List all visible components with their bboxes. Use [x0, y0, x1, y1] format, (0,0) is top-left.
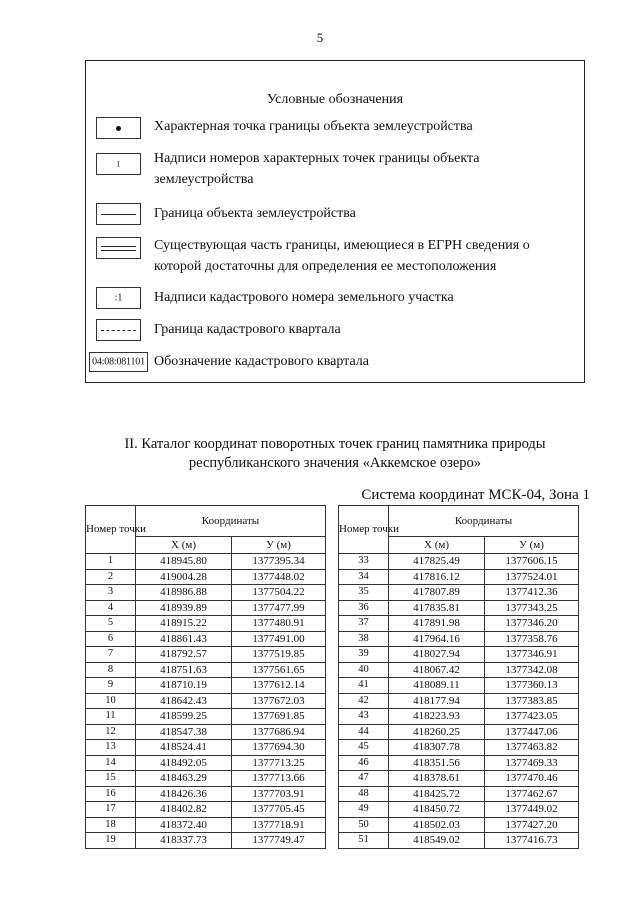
- x-coordinate-cell: 418372.40: [136, 817, 232, 833]
- table-row: [339, 554, 579, 570]
- header-point-number: Номер точки: [339, 506, 389, 554]
- y-coordinate-cell: 1377612.14: [232, 678, 326, 694]
- x-coordinate-cell: 418351.56: [389, 755, 485, 771]
- x-coordinate-cell: 418223.93: [389, 709, 485, 725]
- table-row: [339, 585, 579, 601]
- table-row: [86, 647, 326, 663]
- x-coordinate-cell: 417891.98: [389, 616, 485, 632]
- header-point-number: Номер точки: [86, 506, 136, 554]
- table-row: [339, 724, 579, 740]
- point-number-cell: 3: [86, 585, 136, 601]
- table-row: [339, 662, 579, 678]
- table-row: [339, 740, 579, 756]
- legend-text: Граница кадастрового квартала: [154, 322, 341, 337]
- dashed-line-icon: [96, 319, 141, 341]
- table-row: [339, 647, 579, 663]
- y-coordinate-cell: 1377412.36: [485, 585, 579, 601]
- y-coordinate-cell: 1377705.45: [232, 802, 326, 818]
- table-row: [339, 569, 579, 585]
- point-number-cell: 8: [86, 662, 136, 678]
- point-number-cell: 33: [339, 554, 389, 570]
- coordinates-table-left: [85, 505, 326, 849]
- table-row: [339, 755, 579, 771]
- x-coordinate-cell: 418492.05: [136, 755, 232, 771]
- y-coordinate-cell: 1377343.25: [485, 600, 579, 616]
- x-coordinate-cell: 418524.41: [136, 740, 232, 756]
- quarter-label-symbol-icon: 04:08:081101: [89, 352, 148, 372]
- y-coordinate-cell: 1377423.05: [485, 709, 579, 725]
- legend-text: Характерная точка границы объекта землеустройства: [154, 119, 473, 134]
- point-number-cell: 46: [339, 755, 389, 771]
- y-coordinate-cell: 1377703.91: [232, 786, 326, 802]
- point-number-cell: 18: [86, 817, 136, 833]
- legend-text: Существующая часть границы, имеющиеся в ЕГРН сведения о которой достаточны для определения ее местоположения: [154, 238, 530, 274]
- y-coordinate-cell: 1377416.73: [485, 833, 579, 849]
- point-number-cell: 34: [339, 569, 389, 585]
- point-number-cell: 5: [86, 616, 136, 632]
- table-row: [86, 833, 326, 849]
- x-coordinate-cell: 418792.57: [136, 647, 232, 663]
- point-number-cell: 2: [86, 569, 136, 585]
- table-row: [339, 678, 579, 694]
- table-row: [339, 771, 579, 787]
- table-row: [86, 600, 326, 616]
- point-number-cell: 14: [86, 755, 136, 771]
- double-line-icon: [96, 237, 141, 259]
- page-number: 5: [316, 30, 324, 45]
- point-symbol-icon: [96, 117, 141, 139]
- y-coordinate-cell: 1377480.91: [232, 616, 326, 632]
- x-coordinate-cell: 417835.81: [389, 600, 485, 616]
- x-coordinate-cell: 418089.11: [389, 678, 485, 694]
- header-x: X (м): [389, 537, 485, 554]
- x-coordinate-cell: 418463.29: [136, 771, 232, 787]
- x-coordinate-cell: 418307.78: [389, 740, 485, 756]
- x-coordinate-cell: 418260.25: [389, 724, 485, 740]
- y-coordinate-cell: 1377448.02: [232, 569, 326, 585]
- y-coordinate-cell: 1377491.00: [232, 631, 326, 647]
- x-coordinate-cell: 418939.89: [136, 600, 232, 616]
- y-coordinate-cell: 1377342.08: [485, 662, 579, 678]
- point-number-cell: 1: [86, 554, 136, 570]
- table-row: [86, 662, 326, 678]
- point-number-cell: 38: [339, 631, 389, 647]
- y-coordinate-cell: 1377561.65: [232, 662, 326, 678]
- point-number-cell: 40: [339, 662, 389, 678]
- y-coordinate-cell: 1377463.82: [485, 740, 579, 756]
- x-coordinate-cell: 418986.88: [136, 585, 232, 601]
- cadastral-number-symbol-icon: :1: [96, 287, 141, 309]
- x-coordinate-cell: 418337.73: [136, 833, 232, 849]
- y-coordinate-cell: 1377469.33: [485, 755, 579, 771]
- x-coordinate-cell: 418426.36: [136, 786, 232, 802]
- table-row: [86, 740, 326, 756]
- y-coordinate-cell: 1377477.99: [232, 600, 326, 616]
- y-coordinate-cell: 1377504.22: [232, 585, 326, 601]
- point-number-cell: 39: [339, 647, 389, 663]
- y-coordinate-cell: 1377519.85: [232, 647, 326, 663]
- table-row: [339, 631, 579, 647]
- point-number-cell: 9: [86, 678, 136, 694]
- x-coordinate-cell: 418710.19: [136, 678, 232, 694]
- point-number-cell: 48: [339, 786, 389, 802]
- x-coordinate-cell: 418861.43: [136, 631, 232, 647]
- point-number-cell: 11: [86, 709, 136, 725]
- legend-box: [85, 60, 585, 383]
- table-row: [86, 585, 326, 601]
- point-number-cell: 16: [86, 786, 136, 802]
- y-coordinate-cell: 1377713.25: [232, 755, 326, 771]
- table-row: [339, 693, 579, 709]
- boundary-line-icon: [96, 203, 141, 225]
- point-number-cell: 42: [339, 693, 389, 709]
- legend-text: Надписи номеров характерных точек границы объекта землеустройства: [154, 151, 480, 187]
- table-row: [86, 817, 326, 833]
- x-coordinate-cell: 417816.12: [389, 569, 485, 585]
- table-row: [86, 724, 326, 740]
- point-number-cell: 37: [339, 616, 389, 632]
- point-number-cell: 7: [86, 647, 136, 663]
- x-coordinate-cell: 418547.38: [136, 724, 232, 740]
- point-number-cell: 12: [86, 724, 136, 740]
- y-coordinate-cell: 1377686.94: [232, 724, 326, 740]
- y-coordinate-cell: 1377694.30: [232, 740, 326, 756]
- table-row: [339, 786, 579, 802]
- point-number-cell: 47: [339, 771, 389, 787]
- point-number-cell: 36: [339, 600, 389, 616]
- point-number-cell: 4: [86, 600, 136, 616]
- point-number-cell: 45: [339, 740, 389, 756]
- header-y: У (м): [232, 537, 326, 554]
- y-coordinate-cell: 1377427.20: [485, 817, 579, 833]
- point-number-cell: 17: [86, 802, 136, 818]
- table-row: [339, 709, 579, 725]
- table-row: [86, 569, 326, 585]
- x-coordinate-cell: 418945.80: [136, 554, 232, 570]
- point-number-cell: 19: [86, 833, 136, 849]
- table-row: [339, 600, 579, 616]
- point-number-cell: 35: [339, 585, 389, 601]
- point-number-symbol-icon: 1: [96, 153, 141, 175]
- point-number-cell: 43: [339, 709, 389, 725]
- x-coordinate-cell: 418751.63: [136, 662, 232, 678]
- y-coordinate-cell: 1377606.15: [485, 554, 579, 570]
- y-coordinate-cell: 1377383.85: [485, 693, 579, 709]
- x-coordinate-cell: 418177.94: [389, 693, 485, 709]
- x-coordinate-cell: 418642.43: [136, 693, 232, 709]
- table-row: [86, 616, 326, 632]
- y-coordinate-cell: 1377470.46: [485, 771, 579, 787]
- table-row: [339, 802, 579, 818]
- point-number-cell: 13: [86, 740, 136, 756]
- y-coordinate-cell: 1377713.66: [232, 771, 326, 787]
- y-coordinate-cell: 1377358.76: [485, 631, 579, 647]
- point-number-cell: 51: [339, 833, 389, 849]
- legend-text: Граница объекта землеустройства: [154, 206, 356, 221]
- legend-title: Условные обозначения: [266, 92, 404, 107]
- point-number-cell: 6: [86, 631, 136, 647]
- y-coordinate-cell: 1377749.47: [232, 833, 326, 849]
- point-number-cell: 10: [86, 693, 136, 709]
- x-coordinate-cell: 418502.03: [389, 817, 485, 833]
- y-coordinate-cell: 1377449.02: [485, 802, 579, 818]
- point-number-cell: 41: [339, 678, 389, 694]
- x-coordinate-cell: 419004.28: [136, 569, 232, 585]
- point-number-cell: 44: [339, 724, 389, 740]
- table-row: [86, 802, 326, 818]
- x-coordinate-cell: 418027.94: [389, 647, 485, 663]
- y-coordinate-cell: 1377524.01: [485, 569, 579, 585]
- legend-text: Обозначение кадастрового квартала: [154, 354, 369, 369]
- header-y: У (м): [485, 537, 579, 554]
- point-number-cell: 50: [339, 817, 389, 833]
- header-coordinates: Координаты: [389, 506, 579, 537]
- y-coordinate-cell: 1377346.20: [485, 616, 579, 632]
- x-coordinate-cell: 418549.02: [389, 833, 485, 849]
- point-number-cell: 49: [339, 802, 389, 818]
- table-row: [339, 833, 579, 849]
- y-coordinate-cell: 1377672.03: [232, 693, 326, 709]
- table-row: [86, 786, 326, 802]
- x-coordinate-cell: 418402.82: [136, 802, 232, 818]
- x-coordinate-cell: 417825.49: [389, 554, 485, 570]
- section-title: II. Каталог координат поворотных точек границ памятника природы республиканского значения «Аккемское озеро»: [124, 436, 546, 471]
- table-row: [86, 755, 326, 771]
- header-coordinates: Координаты: [136, 506, 326, 537]
- x-coordinate-cell: 418067.42: [389, 662, 485, 678]
- table-row: [86, 554, 326, 570]
- x-coordinate-cell: 417964.16: [389, 631, 485, 647]
- header-x: X (м): [136, 537, 232, 554]
- y-coordinate-cell: 1377718.91: [232, 817, 326, 833]
- coordinates-table-right: [338, 505, 579, 849]
- x-coordinate-cell: 418378.61: [389, 771, 485, 787]
- table-row: [86, 631, 326, 647]
- point-number-cell: 15: [86, 771, 136, 787]
- x-coordinate-cell: 418450.72: [389, 802, 485, 818]
- table-row: [339, 817, 579, 833]
- y-coordinate-cell: 1377691.85: [232, 709, 326, 725]
- legend-text: Надписи кадастрового номера земельного участка: [154, 290, 454, 305]
- y-coordinate-cell: 1377447.06: [485, 724, 579, 740]
- x-coordinate-cell: 417807.89: [389, 585, 485, 601]
- y-coordinate-cell: 1377346.91: [485, 647, 579, 663]
- table-row: [86, 678, 326, 694]
- x-coordinate-cell: 418599.25: [136, 709, 232, 725]
- y-coordinate-cell: 1377395.34: [232, 554, 326, 570]
- y-coordinate-cell: 1377360.13: [485, 678, 579, 694]
- table-row: [86, 709, 326, 725]
- table-row: [86, 693, 326, 709]
- x-coordinate-cell: 418425.72: [389, 786, 485, 802]
- table-row: [339, 616, 579, 632]
- y-coordinate-cell: 1377462.67: [485, 786, 579, 802]
- x-coordinate-cell: 418915.22: [136, 616, 232, 632]
- coordinate-system-label: Система координат МСК-04, Зона 1: [361, 487, 590, 503]
- table-row: [86, 771, 326, 787]
